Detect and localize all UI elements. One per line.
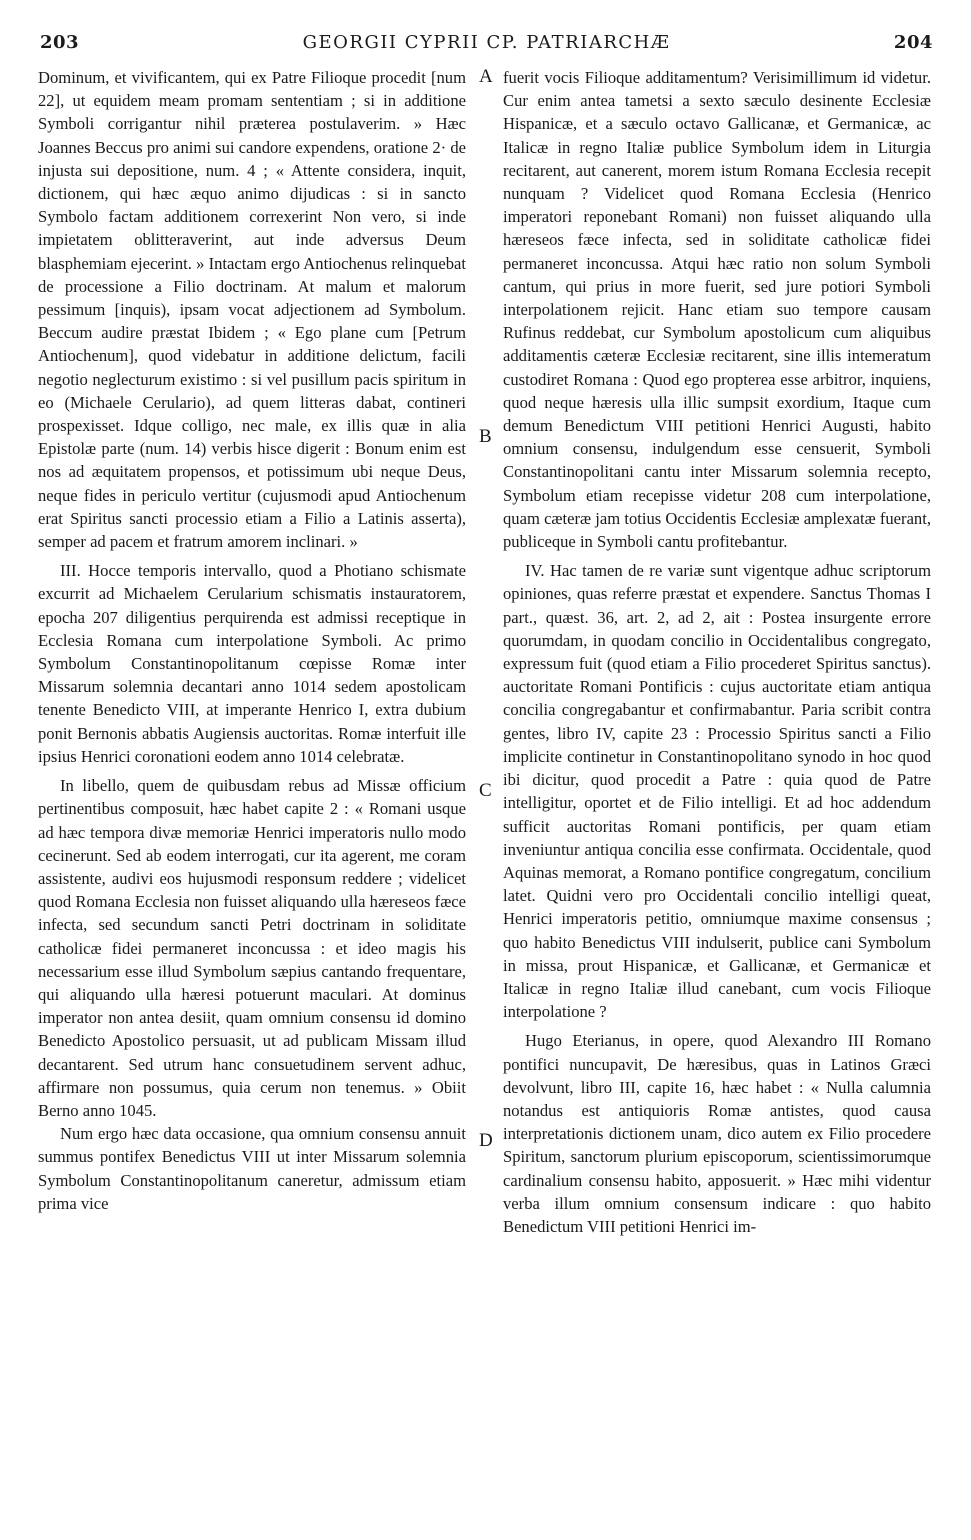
margin-letter-d: D <box>479 1130 493 1151</box>
left-paragraph-1: Dominum, et vivificantem, qui ex Patre Filioque procedit [num 22], ut equidem meam promam sententiam ; si in additione Symboli corrigantur nihil præterea postulaverim. » Hæc Joannes Beccus pro animi sui candore expendens, oratione 2· de injusta sui depositione, num. 4 ; « Attente considera, inquit, dictionem, qui hæc æquo animo dijudicas : si in sancto Symbolo factam additionem correxerint Non vero, si inde impietatem oblitteraverint, aut inde adversus Deum blasphemiam ejecerint. » Intactam ergo Antiochenus relinquebat de processione a Filio doctrinam. At malum et malorum pessimum [inquis), ipsam vocat adjectionem ad Symbolum. Beccum audire præstat Ibidem ; « Ego plane cum [Petrum Antiochenum], quod videbatur in additione delictum, facili negotio neglecturum existimo : si vel pusillum pacis spiritum in eo (Michaele Cerulario), ad quem litteras dabat, contineri prospexisset. Idque colligo, nec male, ex illis quæ in alia Epistolæ parte (num. 14) verbis hisce digerit : Bonum enim est nos ad æquitatem propensos, et potissimum ubi neque Deus, neque fides in periculo vertitur (cujusmodi apud Antiochenum erat Spiritus sancti processio etiam a Filio a Latinis asserta), semper ad pacem et fratrum amorem inclinari. » <box>38 68 466 552</box>
page-number-left: 203 <box>40 32 80 53</box>
left-paragraph-2: III. Hocce temporis intervallo, quod a Photiano schismate excurrit ad Michaelem Cerularium schismatis instauratorem, epocha 207 diligentius perquirenda est admissi receptique in Ecclesia Romana cum interpolatione Symboli. Ac primo Symbolum Constantinopolitanum cœpisse Romæ inter Missarum solemnia decantari anno 1014 sedem apostolicam tenente Benedicto VIII, at imperante Henrico I, extra dubium ponit Bernonis abbatis Augiensis auctoritas. Romæ interfuit ille ipsius Henrici coronationi eodem anno 1014 celebratæ. <box>38 561 466 766</box>
left-paragraph-3: In libello, quem de quibusdam rebus ad Missæ officium pertinentibus composuit, hæc habet capite 2 : « Romani usque ad hæc tempora divæ memoriæ Henrici imperatoris nullo modo cecinerunt. Sed ab eodem interrogati, cur ita agerent, me coram assistente, audivi eos hujusmodi responsum reddere ; videlicet quod Romana Ecclesia non fuisset aliquando ulla hæreseos fæce infecta, sed secundum sancti Petri doctrinam in soliditate catholicæ fidei permaneret inconcussa : et ideo magis his necessarium esse illud Symbolum sæpius cantando frequentare, qui aliquando ulla hæresi potuerunt maculari. At dominus imperator non antea desiit, quam omnium consensu id domino Benedicto Apostolico persuasit, ut ad publicam Missam illud decantarent. Sed utrum hanc consuetudinem servent adhuc, affirmare non possumus, quia cerum non tenemus. » Obiit Berno anno 1045. <box>38 776 466 1120</box>
left-column <box>38 66 466 1215</box>
right-column <box>503 66 931 1238</box>
running-title: GEORGII CYPRII CP. PATRIARCHÆ <box>302 32 671 53</box>
right-paragraph-1: fuerit vocis Filioque additamentum? Verisimillimum id videtur. Cur enim antea tametsi a sexto sæculo desinente Ecclesiæ Hispanicæ, et a sæculo octavo Gallicanæ, et Germanicæ, ac Italicæ in regno Italiæ publice Symbolum idem in Liturgia recitarent, aut canerent, morem istum Romana Ecclesia recepit nunquam ? Videlicet quod Romana Ecclesia (Henrico imperatori reponebant Romani) non fuisset aliquando ulla hæreseos fæce infecta, sed in soliditate catholicæ fidei permaneret inconcussa. Atqui hæc ratio non solum Symboli cantum, qui prius in more fuerit, sed jure potiori Symboli interpolationem rejicit. Hanc etiam suo tempore causam Rufinus reddebat, cur Symbolum apostolicum cum aliquibus additamentis cæteræ Ecclesiæ recitarent, sine illis intemeratum custodiret Romana : Quod ego propterea esse arbitror, inquiens, quod neque hæresis ulla illic sumpsit exordium, Itaque cum demum Benedictum VIII petitioni Henrici Augusti, habito omnium consensu, indulgendum esse censuerit, Symboli Constantinopolitani cantu inter Missarum solemnia recepto, Symbolum etiam recepisse videtur 208 cum interpolatione, quam cæteræ jam totius Occidentis Ecclesiæ amplexatæ fuerant, publiceque in Symboli cantu profitebantur. <box>503 68 931 552</box>
margin-letter-b: B <box>479 426 492 447</box>
left-paragraph-4: Num ergo hæc data occasione, qua omnium consensu annuit summus pontifex Benedictus VIII ut inter Missarum solemnia Symbolum Constantinopolitanum caneretur, admissum etiam prima vice <box>38 1124 466 1213</box>
margin-letter-c: C <box>479 780 492 801</box>
margin-letter-a: A <box>479 66 493 87</box>
running-header <box>40 32 933 56</box>
page-number-right: 204 <box>893 32 933 53</box>
right-paragraph-2: IV. Hac tamen de re variæ sunt vigentque adhuc scriptorum opiniones, quas referre præstat et expendere. Sanctus Thomas I part., quæst. 36, art. 2, ad 2, ait : Postea insurgente errore quorumdam, in quodam concilio in Occidentalibus congregato, expressum fuit (quod etiam a Filio procederet Spiritus sanctus). auctoritate Romani Pontificis : cujus auctoritate etiam antiqua concilia congregabantur et confirmabantur. Paria scribit contra gentes, libro IV, capite 23 : Processio Spiritus sancti a Filio implicite continetur in Constantinopolitano synodo in hoc quod ibi dicitur, quod procedit a Patre : quia quod de Patre intelligitur, oportet et de Filio intelligi. Et ad hoc addendum sufficit auctoritas Romani pontificis, per quam etiam inveniuntur antiqua concilia esse confirmata. Occidentale, quod Aquinas memorat, a Romano pontifice congregatum, concilium latet. Quidni vero pro Occidentali concilio intelligi queat, Henrici imperatoris petitio, omniumque maxime consensus ; quo habito Benedictus VIII indulserit, publice cani Symbolum in missa, prout Hispanicæ, et Gallicanæ, et Germanicæ et Italicæ in regno Italiæ illud canebant, cum vocis Filioque interpolatione ? <box>503 561 931 1022</box>
right-paragraph-3: Hugo Eterianus, in opere, quod Alexandro III Romano pontifici nuncupavit, De hæresibus, quas in Latinos Græci devolvunt, libro III, capite 16, hæc habet : « Nulla calumnia notandus est antiquioris Romæ antistes, quod causa interpretationis dictionem unam, dico autem ex Filio procedere Spiritum, sanctorum plurium episcoporum, scientissimorumque cardinalium consensu habito, apposuerit. » Hæc mihi videntur verba illum omnium consensum indicare : quo habito Benedictum VIII petitioni Henrici im- <box>503 1031 931 1236</box>
